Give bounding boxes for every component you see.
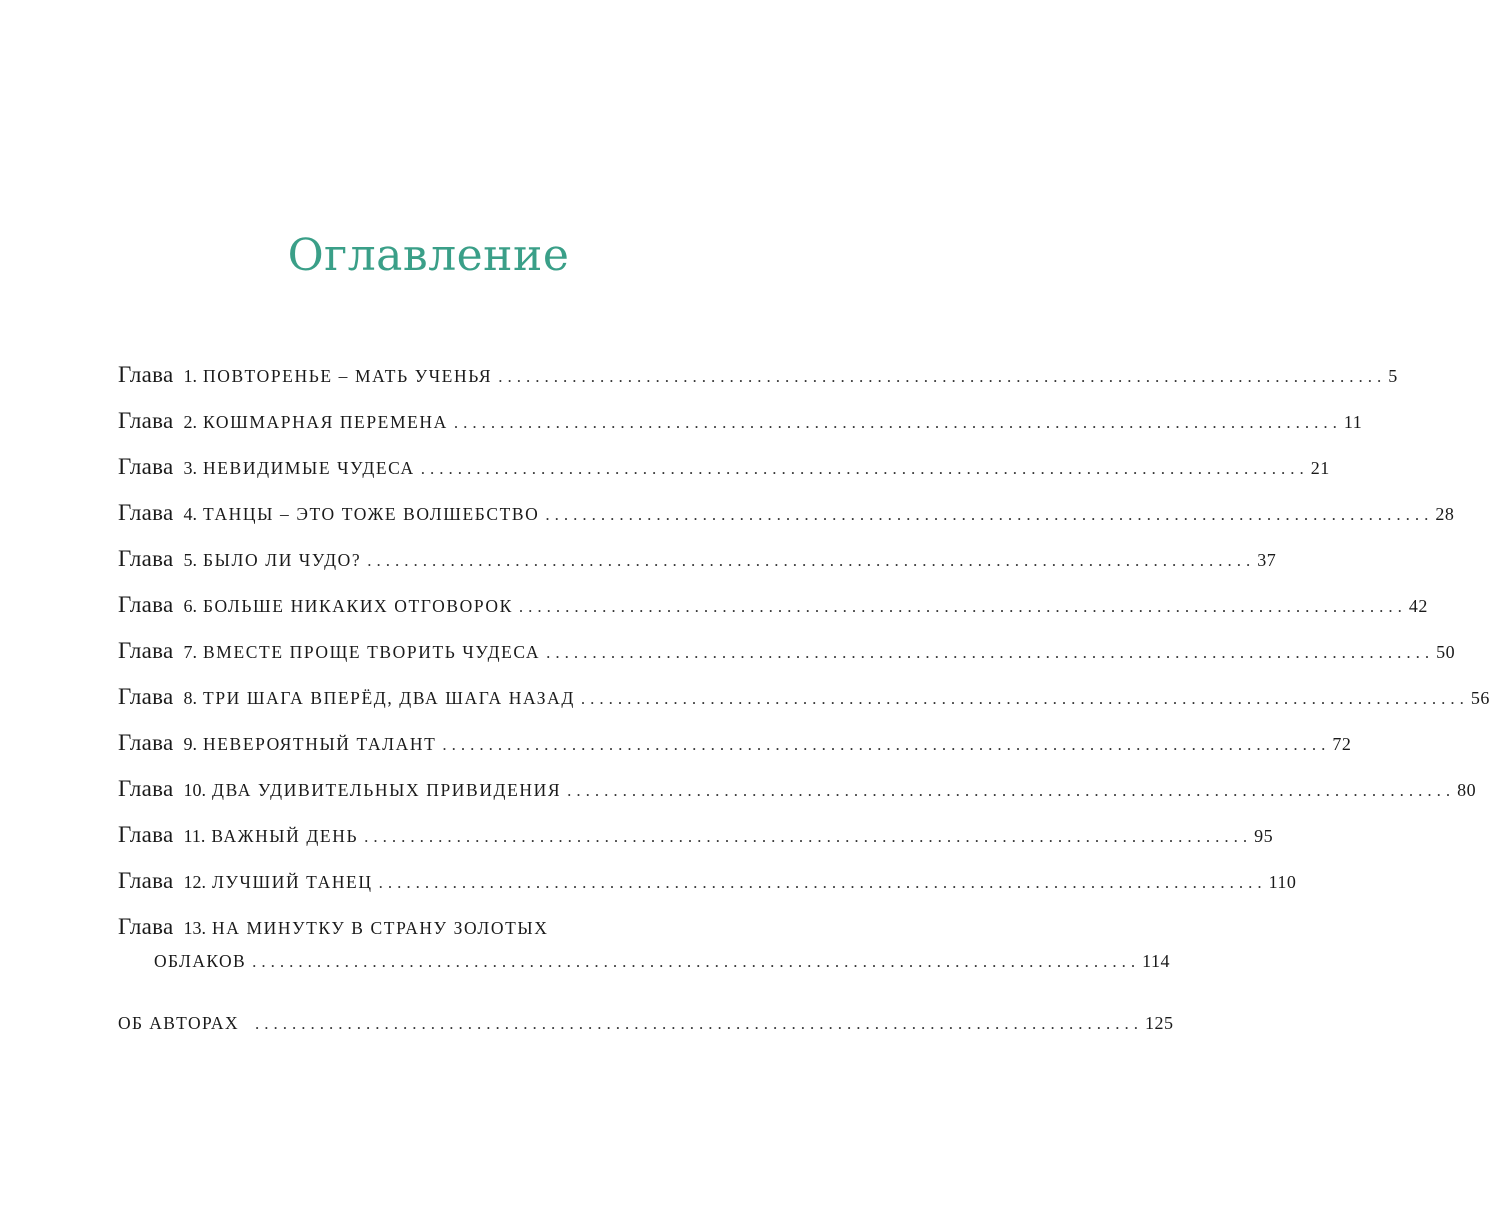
toc-entry-chapter-6: [118, 582, 1428, 628]
chapter-number: 9.: [183, 734, 198, 754]
chapter-word: Глава: [118, 868, 174, 893]
chapter-title: ВАЖНЫЙ ДЕНЬ: [211, 826, 359, 846]
dot-leader: ................................................................................................: [255, 1014, 1144, 1033]
chapter-number: 10.: [183, 780, 207, 800]
chapter-title: КОШМАРНАЯ ПЕРЕМЕНА: [203, 412, 448, 432]
dot-leader: ................................................................................................: [420, 459, 1309, 478]
dot-leader: ................................................................................................: [546, 643, 1435, 662]
toc-entry-chapter-2: [118, 398, 1363, 444]
chapter-word: Глава: [118, 454, 174, 479]
toc-entry-chapter-5: [118, 536, 1277, 582]
dot-leader: ................................................................................................: [567, 781, 1456, 800]
chapter-title: НЕВИДИМЫЕ ЧУДЕСА: [203, 458, 415, 478]
chapter-word: Глава: [118, 822, 174, 847]
chapter-word: Глава: [118, 592, 174, 617]
chapter-title: ТРИ ШАГА ВПЕРЁД, ДВА ШАГА НАЗАД: [203, 688, 575, 708]
page-number: 110: [1268, 872, 1297, 892]
chapter-word: Глава: [118, 546, 174, 571]
page-number: 80: [1457, 780, 1477, 800]
chapter-number: 2.: [183, 412, 198, 432]
toc-entry-chapter-9: [118, 720, 1352, 766]
page-number: 42: [1408, 596, 1428, 616]
chapter-title: ЛУЧШИЙ ТАНЕЦ: [212, 872, 373, 892]
dot-leader: ................................................................................................: [364, 827, 1253, 846]
toc-entry-chapter-8: [118, 674, 1490, 720]
chapter-number: 3.: [183, 458, 198, 478]
toc-entry-chapter-13-continuation: [118, 942, 1170, 980]
toc-entry-chapter-12: [118, 858, 1297, 904]
dot-leader: ................................................................................................: [367, 551, 1256, 570]
chapter-title: ПОВТОРЕНЬЕ – МАТЬ УЧЕНЬЯ: [203, 366, 493, 386]
chapter-title-continuation: ОБЛАКОВ: [154, 951, 247, 971]
page-number: 125: [1145, 1013, 1174, 1033]
toc-entry-about-authors: [118, 1000, 1174, 1046]
page-number: 21: [1310, 458, 1330, 478]
chapter-number: 12.: [183, 872, 207, 892]
page-number: 28: [1435, 504, 1455, 524]
dot-leader: ................................................................................................: [378, 873, 1267, 892]
chapter-number: 1.: [183, 366, 198, 386]
dot-leader: ................................................................................................: [442, 735, 1331, 754]
page-number: 95: [1254, 826, 1274, 846]
toc-entry-chapter-11: [118, 812, 1274, 858]
chapter-number: 13.: [183, 918, 207, 938]
dot-leader: ................................................................................................: [453, 413, 1342, 432]
toc-entry-chapter-7: [118, 628, 1456, 674]
page-number: 50: [1436, 642, 1456, 662]
page-number: 72: [1332, 734, 1352, 754]
chapter-title: ДВА УДИВИТЕЛЬНЫХ ПРИВИДЕНИЯ: [212, 780, 562, 800]
dot-leader: ................................................................................................: [545, 505, 1434, 524]
dot-leader: ................................................................................................: [498, 367, 1387, 386]
page-number: 114: [1142, 951, 1170, 971]
chapter-word: Глава: [118, 776, 174, 801]
chapter-number: 6.: [183, 596, 198, 616]
chapter-word: Глава: [118, 408, 174, 433]
chapter-word: Глава: [118, 500, 174, 525]
toc-entry-chapter-3: [118, 444, 1330, 490]
chapter-title: БОЛЬШЕ НИКАКИХ ОТГОВОРОК: [203, 596, 513, 616]
dot-leader: ................................................................................................: [252, 952, 1141, 971]
page-number: 11: [1343, 412, 1363, 432]
chapter-title: НА МИНУТКУ В СТРАНУ ЗОЛОТЫХ: [212, 918, 549, 938]
chapter-title: ТАНЦЫ – ЭТО ТОЖЕ ВОЛШЕБСТВО: [203, 504, 540, 524]
toc-entry-chapter-13: [118, 904, 762, 942]
toc-entry-chapter-10: [118, 766, 1477, 812]
page-number: 37: [1257, 550, 1277, 570]
chapter-title: НЕВЕРОЯТНЫЙ ТАЛАНТ: [203, 734, 437, 754]
toc-entry-chapter-1: [118, 352, 1398, 398]
page-number: 56: [1470, 688, 1490, 708]
chapter-number: 11.: [183, 826, 206, 846]
dot-leader: ................................................................................................: [518, 597, 1407, 616]
chapter-number: 7.: [183, 642, 198, 662]
dot-leader: ................................................................................................: [580, 689, 1469, 708]
chapter-number: 4.: [183, 504, 198, 524]
chapter-number: 5.: [183, 550, 198, 570]
chapter-word: Глава: [118, 684, 174, 709]
chapter-word: Глава: [118, 362, 174, 387]
chapter-number: 8.: [183, 688, 198, 708]
about-authors-title: ОБ АВТОРАХ: [118, 1013, 240, 1033]
chapter-word: Глава: [118, 730, 174, 755]
chapter-title: ВМЕСТЕ ПРОЩЕ ТВОРИТЬ ЧУДЕСА: [203, 642, 541, 662]
table-of-contents: [118, 352, 1490, 1046]
page-number: 5: [1388, 366, 1398, 386]
toc-entry-chapter-4: [118, 490, 1455, 536]
page-title: Оглавление: [287, 230, 570, 281]
chapter-title: БЫЛО ЛИ ЧУДО?: [203, 550, 362, 570]
chapter-word: Глава: [118, 638, 174, 663]
chapter-word: Глава: [118, 914, 174, 939]
